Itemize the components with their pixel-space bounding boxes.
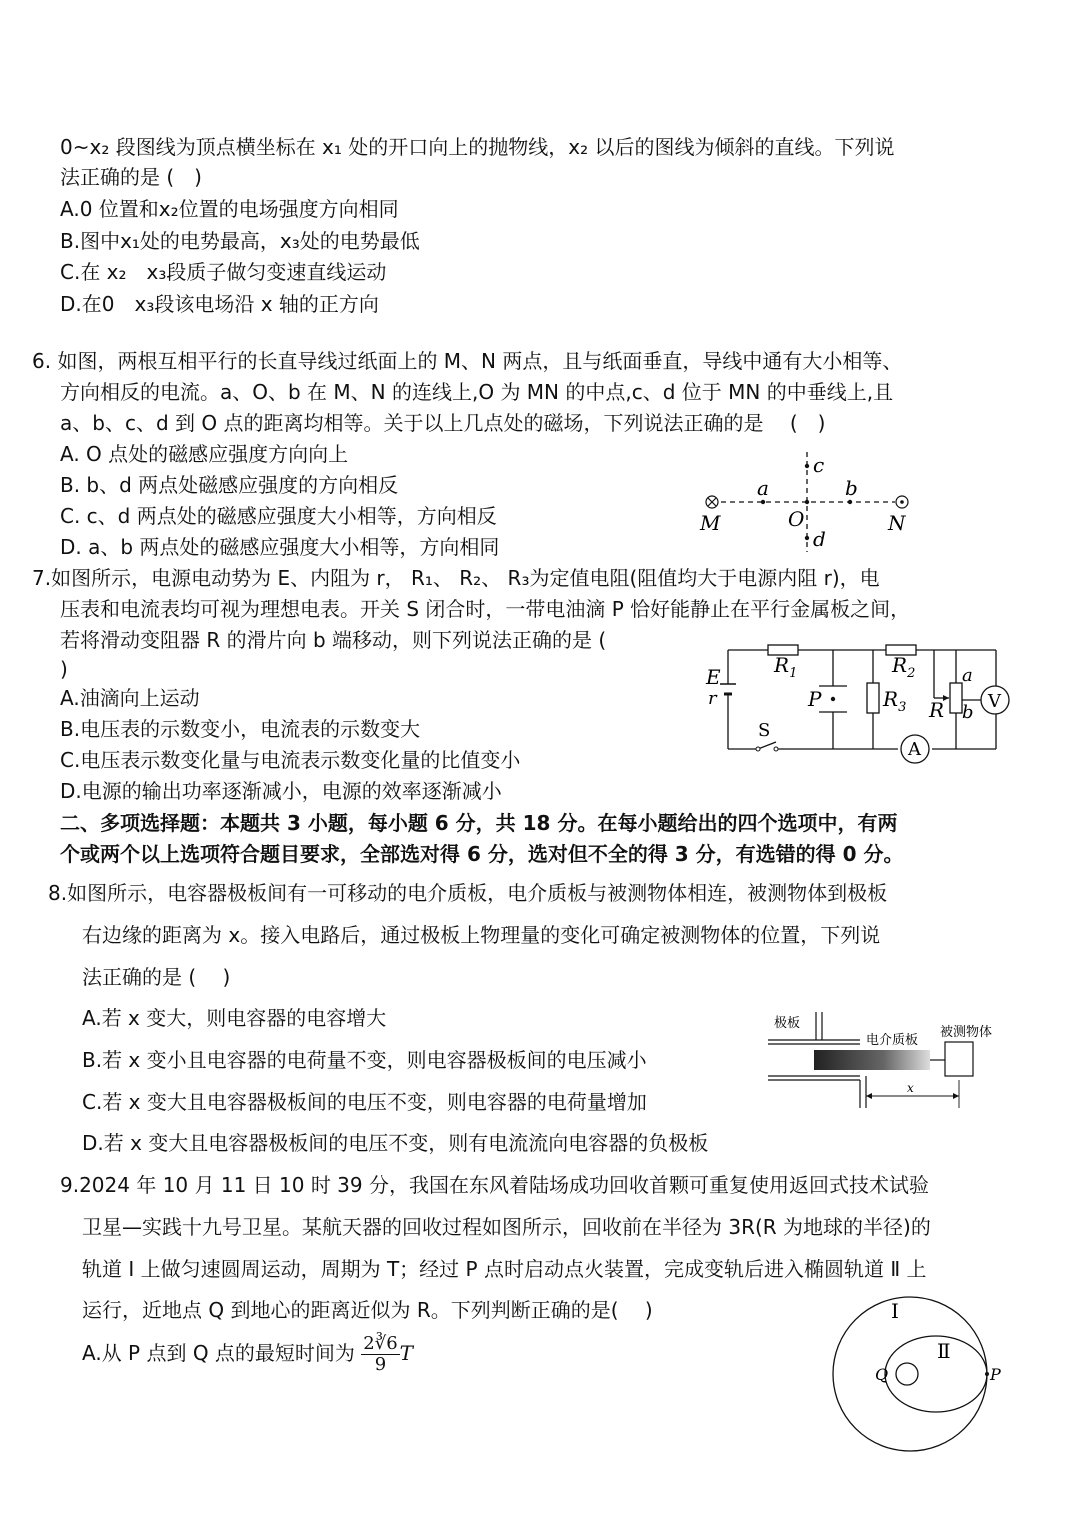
voltmeter-icon xyxy=(981,686,1009,714)
q7-stem-line1: 7.如图所示，电源电动势为 E、内阻为 r， R₁、 R₂、 R₃为定值电阻(阻值均大于电源内阻 r)，电 xyxy=(32,566,880,590)
q8-option-d: D.若 x 变大且电容器极板间的电压不变，则有电流流向电容器的负极板 xyxy=(82,1131,709,1155)
q7-stem-line3: 若将滑动变阻器 R 的滑片向 b 端移动，则下列说法正确的是 ( xyxy=(60,628,607,652)
q5-option-c: C.在 x₂ x₃段质子做匀变速直线运动 xyxy=(60,260,387,284)
q8-stem-line2: 右边缘的距离为 x。接入电路后，通过极板上物理量的变化可确定被测物体的位置，下列说 xyxy=(82,923,881,947)
label-R1: $R_1$ xyxy=(774,653,798,681)
q8-option-c: C.若 x 变大且电容器极板间的电压不变，则电容器的电荷量增加 xyxy=(82,1090,647,1114)
label-R: R xyxy=(929,698,945,722)
label-S: S xyxy=(758,720,771,741)
label-b: b xyxy=(962,702,974,723)
q9-orbit-figure xyxy=(825,1290,1005,1455)
label-Q: Q xyxy=(875,1365,889,1384)
label-a: a xyxy=(757,476,769,500)
wire-into-page-icon xyxy=(706,496,718,508)
label-r: r xyxy=(708,688,717,709)
label-N: N xyxy=(888,511,906,535)
q7-stem-line4: ) xyxy=(60,657,68,681)
q7-option-a: A.油滴向上运动 xyxy=(60,686,200,710)
q6-option-a: A. O 点处的磁感应强度方向向上 xyxy=(60,442,349,466)
label-R3: $R_3$ xyxy=(883,687,907,715)
q5-option-a: A.0 位置和x₂位置的电场强度方向相同 xyxy=(60,197,399,221)
label-M: M xyxy=(700,511,721,535)
label-orbit-I: I xyxy=(891,1299,899,1323)
dielectric-plate xyxy=(814,1050,930,1070)
label-O: O xyxy=(788,507,805,531)
q9-option-a: A.从 P 点到 Q 点的最短时间为 $\frac{2∛6}{9}$ T xyxy=(82,1333,413,1375)
q7-stem-line2: 压表和电流表均可视为理想电表。开关 S 闭合时，一带电油滴 P 恰好能静止在平行金属板之间， xyxy=(60,597,911,621)
label-dielectric: 电介质板 xyxy=(866,1033,919,1048)
q9-stem-line3: 轨道 Ⅰ 上做匀速圆周运动，周期为 T；经过 P 点时启动点火装置，完成变轨后进入椭圆轨道 Ⅱ 上 xyxy=(82,1257,927,1281)
wire-out-of-page-icon xyxy=(896,496,908,508)
label-d: d xyxy=(813,527,826,551)
q8-stem-line3: 法正确的是 ( ) xyxy=(82,965,231,989)
label-b: b xyxy=(845,476,858,500)
q6-stem-line3: a、b、c、d 到 O 点的距离均相等。关于以上几点处的磁场，下列说法正确的是 ( ) xyxy=(60,411,826,435)
label-R2: $R_2$ xyxy=(892,653,916,681)
label-P: P xyxy=(990,1365,1001,1384)
q7-circuit-figure xyxy=(700,640,1035,760)
earth-icon xyxy=(896,1363,918,1385)
q6-option-d: D. a、b 两点处的磁感应强度大小相等，方向相同 xyxy=(60,535,500,559)
time-fraction: $\frac{2∛6}{9}$ xyxy=(363,1333,398,1375)
label-E: E xyxy=(706,665,721,689)
svg-text:V: V xyxy=(988,691,1001,712)
q5-stem-line2: 法正确的是 ( ) xyxy=(60,165,202,189)
q7-option-c: C.电压表示数变化量与电流表示数变化量的比值变小 xyxy=(60,748,521,772)
label-c: c xyxy=(813,453,825,477)
q9-stem-line2: 卫星—实践十九号卫星。某航天器的回收过程如图所示，回收前在半径为 3R(R 为地球的半径)的 xyxy=(82,1215,931,1239)
q6-stem-line1: 6. 如图，两根互相平行的长直导线过纸面上的 M、N 两点，且与纸面垂直，导线中通有大小相等、 xyxy=(32,349,903,373)
label-P: P xyxy=(808,687,822,711)
ammeter-icon xyxy=(901,735,929,763)
q9-stem-line1: 9.2024 年 10 月 11 日 10 时 39 分，我国在东风着陆场成功回收首颗可重复使用返回式技术试验 xyxy=(60,1173,929,1197)
label-plate: 极板 xyxy=(774,1016,801,1031)
q6-option-b: B. b、d 两点处磁感应强度的方向相反 xyxy=(60,473,399,497)
label-object: 被测物体 xyxy=(940,1025,993,1040)
q5-stem-line1: 0~x₂ 段图线为顶点横坐标在 x₁ 处的开口向上的抛物线，x₂ 以后的图线为倾斜的直线。下列说 xyxy=(60,135,895,159)
q7-option-d: D.电源的输出功率逐渐减小，电源的效率逐渐减小 xyxy=(60,779,502,803)
q8-option-b: B.若 x 变小且电容器的电荷量不变，则电容器极板间的电压减小 xyxy=(82,1048,647,1072)
q5-option-b: B.图中x₁处的电势最高，x₃处的电势最低 xyxy=(60,229,420,253)
q8-option-a: A.若 x 变大，则电容器的电容增大 xyxy=(82,1006,387,1030)
label-a: a xyxy=(962,665,973,686)
label-x: x xyxy=(907,1081,914,1095)
q6-stem-line2: 方向相反的电流。a、O、b 在 M、N 的连线上,O 为 MN 的中点,c、d 位于 MN 的中垂线上,且 xyxy=(60,380,894,404)
section2-header-line2: 个或两个以上选项符合题目要求，全部选对得 6 分，选对但不全的得 3 分，有选错的得 0 分。 xyxy=(60,842,904,866)
svg-text:A: A xyxy=(908,739,921,760)
q7-option-b: B.电压表的示数变小，电流表的示数变大 xyxy=(60,717,421,741)
q9-stem-line4: 运行，近地点 Q 到地心的距离近似为 R。下列判断正确的是( ) xyxy=(82,1298,653,1322)
q8-capacitor-figure xyxy=(760,1010,1040,1110)
q5-option-d: D.在0 x₃段该电场沿 x 轴的正方向 xyxy=(60,292,379,316)
label-orbit-II: Ⅱ xyxy=(937,1339,951,1363)
q6-option-c: C. c、d 两点处的磁感应强度大小相等，方向相反 xyxy=(60,504,497,528)
q8-stem-line1: 8.如图所示，电容器极板间有一可移动的电介质板，电介质板与被测物体相连，被测物体到极板 xyxy=(48,881,888,905)
q6-wire-figure xyxy=(690,450,930,560)
section2-header-line1: 二、多项选择题：本题共 3 小题，每小题 6 分，共 18 分。在每小题给出的四个选项中，有两 xyxy=(60,811,898,835)
